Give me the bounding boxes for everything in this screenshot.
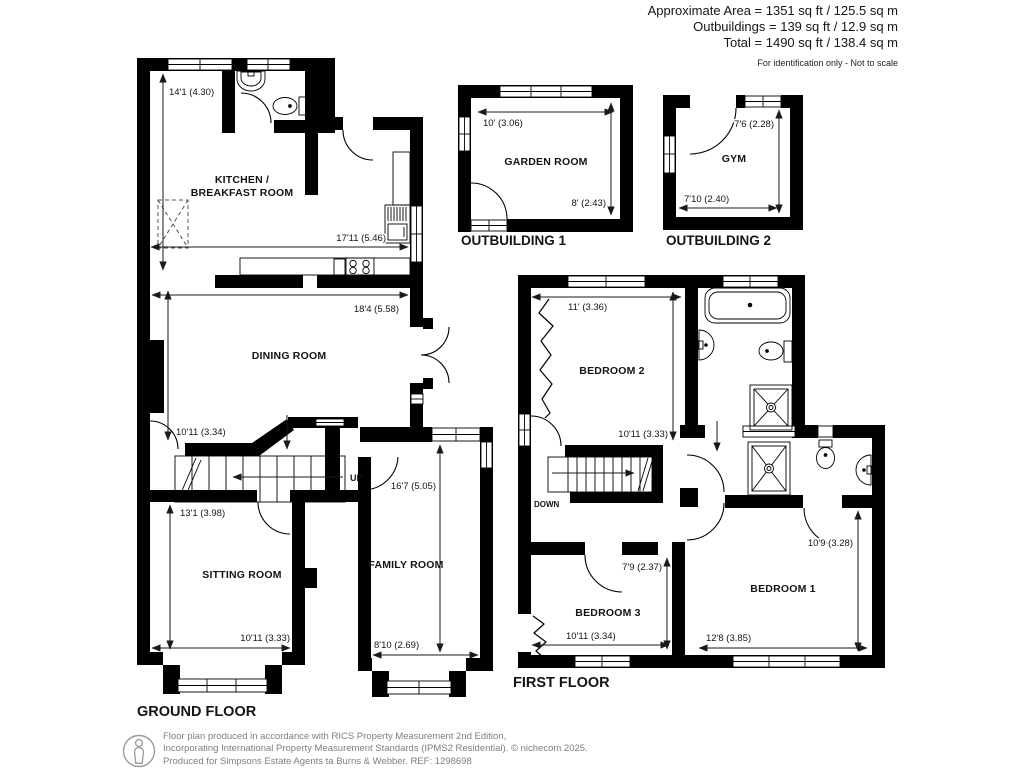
footer-line2: Incorporating International Property Measurement Standards (IPMS2 Residential). © nichecom 2025.	[163, 743, 588, 755]
shower-screen	[743, 426, 795, 437]
window	[664, 136, 675, 173]
first-floor-plan	[513, 275, 885, 691]
ensuite-shower-icon	[748, 442, 790, 495]
ground-floor-title: GROUND FLOOR	[137, 704, 257, 720]
glazed-door	[471, 220, 507, 231]
window	[745, 96, 781, 107]
window	[459, 117, 470, 151]
wall-break	[518, 614, 531, 652]
wc-toilet-icon	[273, 97, 306, 115]
door-arc	[241, 93, 271, 123]
window	[168, 59, 232, 70]
window	[723, 276, 778, 287]
wc-sink-icon	[237, 71, 265, 91]
dining-room-label: DINING ROOM	[251, 350, 327, 362]
window	[733, 656, 840, 667]
window	[432, 428, 480, 441]
kitchen-label-line1: KITCHEN /	[214, 174, 270, 186]
bath-icon	[705, 288, 790, 323]
gf-windows	[168, 59, 492, 694]
bathroom-toilet-icon	[759, 341, 792, 362]
bedroom3-door-arc	[585, 555, 622, 592]
total-area-text: Total = 1490 sq ft / 138.4 sq m	[723, 35, 898, 50]
gf-room-labels	[191, 174, 444, 581]
area-summary	[648, 3, 898, 71]
window	[411, 206, 422, 262]
ob2-door-arc	[690, 108, 736, 154]
bay-window	[387, 681, 451, 694]
bedroom2-door-arc	[531, 416, 561, 446]
side-door-arc	[150, 421, 178, 449]
bedroom3-label: BEDROOM 3	[575, 607, 641, 619]
dim-gym-width: 7'10 (2.40)	[684, 194, 730, 205]
ff-walls	[518, 275, 885, 668]
cistern	[818, 426, 833, 437]
window	[481, 442, 492, 468]
front-door-arc	[343, 130, 373, 160]
footer-line1: Floor plan produced in accordance with RICS Property Measurement 2nd Edition,	[163, 731, 507, 742]
stairs-up-label: UP	[350, 473, 363, 483]
kitchen-counter	[240, 152, 410, 275]
landing-door-arc	[687, 455, 724, 492]
dim-bedroom1-width: 12'8 (3.85)	[706, 633, 752, 644]
outbuilding1-plan	[458, 85, 633, 248]
outbuilding2-plan	[663, 95, 803, 248]
shower-icon	[750, 385, 792, 430]
fridge-icon	[385, 205, 410, 243]
dim-sitting-depth: 13'1 (3.98)	[180, 508, 226, 519]
french-door-arc	[421, 327, 449, 355]
family-room-label: FAMILY ROOM	[368, 559, 444, 571]
approximate-area-text: Approximate Area = 1351 sq ft / 125.5 sq m	[647, 3, 898, 18]
dim-garden-room-depth: 8' (2.43)	[571, 198, 606, 209]
bedroom2-label: BEDROOM 2	[579, 365, 645, 377]
window	[411, 394, 423, 404]
dim-bedroom3-width: 10'11 (3.34)	[566, 631, 616, 642]
outbuildings-area-text: Outbuildings = 139 sq ft / 12.9 sq m	[693, 19, 898, 34]
outbuilding2-title: OUTBUILDING 2	[666, 233, 772, 248]
bay-window	[178, 679, 267, 692]
ensuite-toilet-icon	[817, 440, 835, 469]
window	[568, 276, 645, 287]
window	[519, 414, 530, 446]
first-floor-title: FIRST FLOOR	[513, 675, 610, 691]
dim-bedroom3-depth: 7'9 (2.37)	[622, 562, 662, 573]
window	[247, 59, 290, 70]
dim-bedroom2-width: 11' (3.36)	[568, 302, 608, 313]
dim-bedroom1-depth: 10'9 (3.28)	[807, 538, 853, 549]
dim-dining-depth: 10'11 (3.34)	[176, 427, 226, 438]
ff-break-lines	[533, 299, 553, 657]
kitchen-label-line2: BREAKFAST ROOM	[190, 187, 294, 199]
dim-bedroom2-depth: 10'11 (3.33)	[618, 429, 668, 440]
footer-line3: Produced for Simpsons Estate Agents ta Burns & Webber. REF: 1298698	[163, 755, 472, 767]
window	[316, 419, 344, 426]
dim-gym-depth: 7'6 (2.28)	[734, 119, 774, 130]
dim-dining-width: 18'4 (5.58)	[353, 304, 399, 315]
gym-label: GYM	[721, 153, 747, 165]
ensuite-sink-icon	[856, 455, 872, 485]
bedroom1-label: BEDROOM 1	[750, 583, 816, 595]
cooktop-icon	[334, 258, 374, 275]
outbuilding1-title: OUTBUILDING 1	[461, 233, 567, 248]
window	[500, 86, 592, 97]
garden-room-label: GARDEN ROOM	[504, 156, 588, 168]
dim-kitchen-width: 17'11 (5.46)	[336, 233, 386, 244]
window	[575, 656, 630, 667]
dim-family-depth: 16'7 (5.05)	[390, 481, 436, 492]
ground-floor-plan	[137, 58, 493, 720]
identification-note: For identification only - Not to scale	[757, 58, 898, 68]
ob1-door-arc	[471, 183, 507, 219]
footer-disclaimer	[163, 731, 588, 768]
landing-door-arc	[687, 503, 724, 540]
dim-family-width: 8'10 (2.69)	[374, 640, 420, 651]
dim-garden-room-width: 10' (3.06)	[483, 118, 523, 129]
stairs-down-label: DOWN	[534, 500, 560, 509]
bathroom-sink-icon	[698, 330, 714, 360]
dim-sitting-width: 10'11 (3.33)	[240, 633, 290, 644]
ff-dimensions	[532, 292, 867, 651]
dim-kitchen-depth: 14'1 (4.30)	[169, 87, 215, 98]
gf-doors	[150, 93, 449, 534]
sitting-door-arc	[258, 502, 290, 534]
sitting-room-label: SITTING ROOM	[202, 569, 282, 581]
